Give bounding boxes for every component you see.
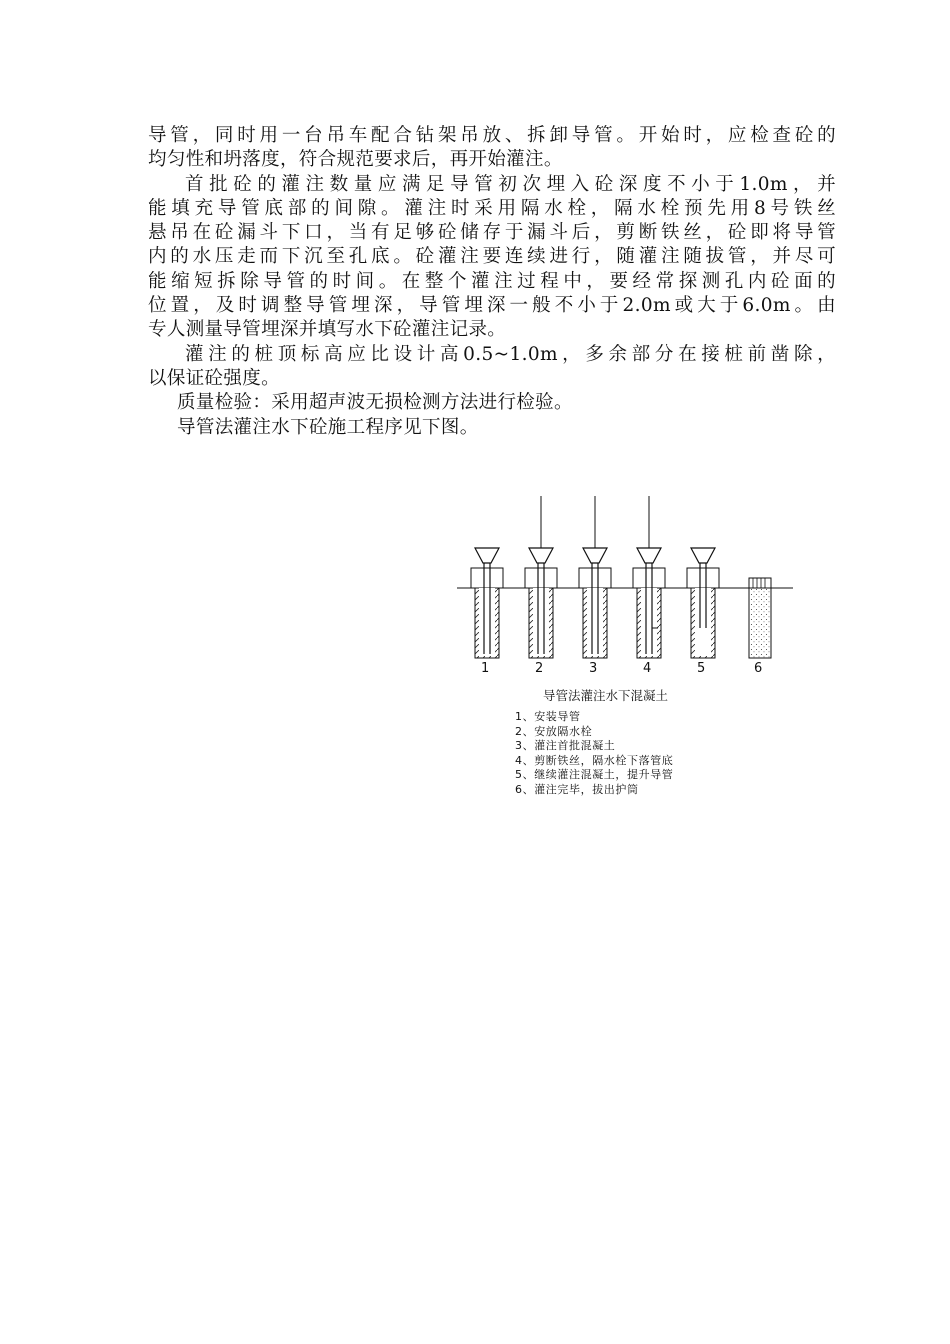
paragraph-line: 均匀性和坍落度，符合规范要求后，再开始灌注。 [148,149,563,171]
legend-item: 5、继续灌注混凝土，提升导管 [515,768,674,781]
paragraph-line: 能填充导管底部的间隙。灌注时采用隔水栓，隔水栓预先用8号铁丝 [148,197,836,219]
body-text [148,124,848,440]
figure-caption: 导管法灌注水下混凝土 [543,688,669,703]
step-number: 4 [643,661,652,676]
construction-sequence-figure [455,488,795,808]
pile-step-3 [579,496,611,658]
legend-item: 6、灌注完毕，拔出护筒 [515,782,639,796]
paragraph-line: 位置，及时调整导管埋深，导管埋深一般不小于2.0m或大于6.0m。由 [148,295,836,317]
legend-item: 4、剪断铁丝，隔水栓下落管底 [515,753,674,767]
figure-legend [515,710,673,797]
legend-item: 1、安装导管 [515,710,581,723]
paragraph-line: 悬吊在砼漏斗下口，当有足够砼储存于漏斗后，剪断铁丝，砼即将导管 [148,222,836,244]
step-number: 5 [697,661,706,676]
pile-step-6 [749,578,771,658]
paragraph-line: 质量检验：采用超声波无损检测方法进行检验。 [177,392,573,414]
pile-step-5 [687,548,719,658]
paragraph-line: 导管，同时用一台吊车配合钻架吊放、拆卸导管。开始时，应检查砼的 [148,125,836,146]
pile-diagram [455,488,795,688]
step-number: 2 [535,661,544,676]
step-number: 3 [589,661,598,676]
step-number: 1 [481,661,490,676]
paragraph-line: 能缩短拆除导管的时间。在整个灌注过程中，要经常探测孔内砼面的 [148,270,836,292]
legend-item: 3、灌注首批混凝土 [515,739,616,752]
pile-step-4 [633,496,665,658]
step-number: 6 [754,661,763,676]
pile-step-1 [471,498,503,658]
legend-item: 2、安放隔水栓 [515,724,593,738]
paragraph-line: 灌注的桩顶标高应比设计高0.5~1.0m，多余部分在接桩前凿除， [185,343,836,365]
paragraph-line: 内的水压走而下沉至孔底。砼灌注要连续进行，随灌注随拔管，并尽可 [148,246,836,268]
paragraph-line: 首批砼的灌注数量应满足导管初次埋入砼深度不小于1.0m，并 [185,173,836,195]
paragraph-line: 专人测量导管埋深并填写水下砼灌注记录。 [148,319,507,341]
pile-step-2 [525,496,557,658]
paragraph-line: 以保证砼强度。 [148,367,280,389]
paragraph-line: 导管法灌注水下砼施工程序见下图。 [177,416,479,438]
